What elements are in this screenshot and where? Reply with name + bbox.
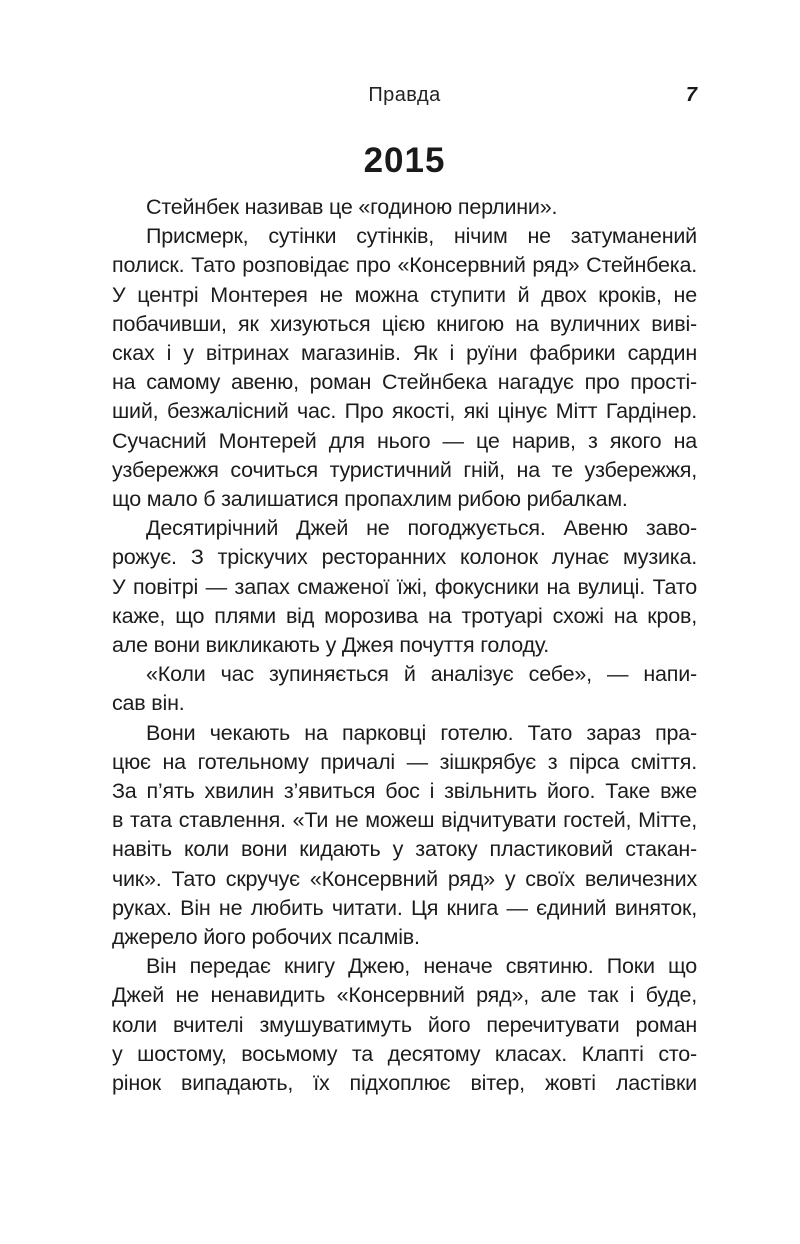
text-line: руках. Він не любить читати. Ця книга — єдиний виняток, bbox=[112, 895, 697, 920]
text-line: у шостому, восьмому та десятому класах. Клапті сто- bbox=[112, 1041, 697, 1066]
page-number: 7 bbox=[685, 84, 697, 106]
text-line: джерело його робочих псалмів. bbox=[112, 925, 420, 950]
text-line: узбережжя сочиться туристичний гній, на те узбережжя, bbox=[112, 457, 697, 482]
text-line: рожує. З тріскучих ресторанних колонок лунає музика. bbox=[112, 545, 697, 570]
text-line: коли вчителі змушуватимуть його перечитувати роман bbox=[112, 1012, 697, 1037]
paragraph bbox=[112, 222, 697, 514]
text-line: У повітрі — запах смаженої їжі, фокусники на вулиці. Тато bbox=[112, 574, 697, 599]
text-line: сав він. bbox=[112, 691, 185, 716]
chapter-heading: 2015 bbox=[363, 141, 446, 180]
text-line: каже, що плями від морозива на тротуарі схожі на кров, bbox=[112, 603, 697, 628]
text-line: побачивши, як хизуються цією книгою на вуличних виві- bbox=[112, 311, 697, 336]
text-line: рінок випадають, їх підхоплює вітер, жовті ластівки bbox=[112, 1071, 697, 1096]
page-header bbox=[112, 84, 697, 110]
text-line: Джей не ненавидить «Консервний ряд», але так і буде, bbox=[112, 983, 697, 1008]
paragraph bbox=[112, 660, 697, 718]
text-line: Він передає книгу Джею, неначе святиню. Поки що bbox=[146, 954, 697, 979]
body-text bbox=[112, 193, 697, 1098]
text-line: на самому авеню, роман Стейнбека нагадує про прості- bbox=[112, 370, 697, 395]
text-line: полиск. Тато розповідає про «Консервний ряд» Стейнбека. bbox=[112, 253, 697, 278]
text-line: Сучасний Монтерей для нього — це нарив, з якого на bbox=[112, 428, 697, 453]
text-line: «Коли час зупиняється й аналізує себе», — напи- bbox=[146, 662, 697, 687]
paragraph bbox=[112, 719, 697, 953]
paragraph bbox=[112, 514, 697, 660]
running-title: Правда bbox=[368, 84, 441, 106]
text-line: в тата ставлення. «Ти не можеш відчитувати гостей, Мітте, bbox=[112, 808, 697, 833]
text-line: чик». Тато скручує «Консервний ряд» у своїх величезних bbox=[112, 866, 697, 891]
text-line: сках і у вітринах магазинів. Як і руїни фабрики сардин bbox=[112, 341, 697, 366]
paragraph bbox=[112, 193, 697, 222]
text-line: навіть коли вони кидають у затоку пластиковий стакан- bbox=[112, 837, 697, 862]
text-line: Стейнбек називав це «годиною перлини». bbox=[146, 195, 558, 219]
text-line: ший, безжалісний час. Про якості, які цінує Мітт Гардінер. bbox=[112, 399, 697, 424]
text-line: але вони викликають у Джея почуття голоду. bbox=[112, 633, 550, 658]
text-line: цює на готельному причалі — зішкрябує з пірса сміття. bbox=[112, 749, 697, 774]
text-line: Десятирічний Джей не погоджується. Авеню заво- bbox=[146, 516, 697, 541]
text-line: Присмерк, сутінки сутінків, нічим не затуманений bbox=[146, 224, 697, 249]
text-line: Вони чекають на парковці готелю. Тато зараз пра- bbox=[146, 720, 697, 745]
text-line: У центрі Монтерея не можна ступити й двох кроків, не bbox=[112, 282, 697, 307]
text-line: За п’ять хвилин з’явиться бос і звільнить його. Таке вже bbox=[112, 779, 697, 804]
paragraph bbox=[112, 952, 697, 1098]
text-line: що мало б залишатися пропахлим рибою рибалкам. bbox=[112, 487, 628, 512]
